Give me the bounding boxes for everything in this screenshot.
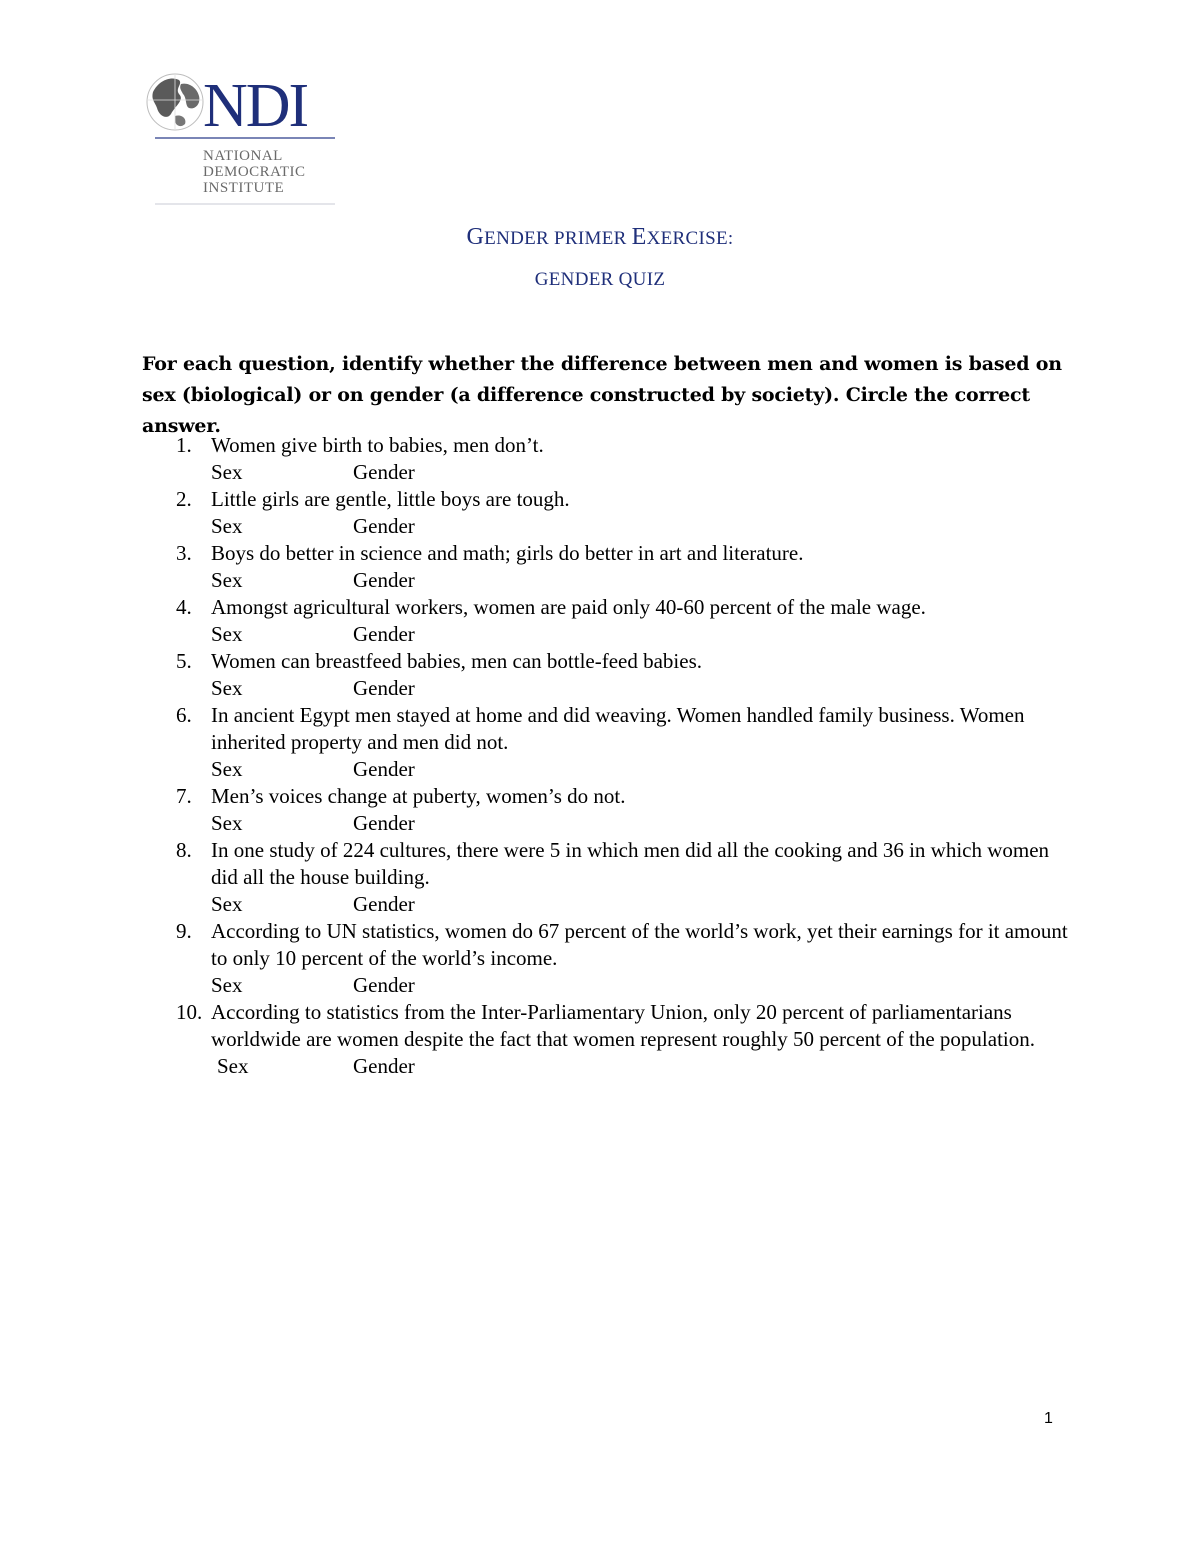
question-text: Women give birth to babies, men don’t. [211, 433, 544, 457]
question-text: Men’s voices change at puberty, women’s do not. [211, 784, 626, 808]
answer-gender[interactable]: Gender [353, 973, 415, 997]
answer-gender[interactable]: Gender [353, 622, 415, 646]
answer-gender[interactable]: Gender [353, 1054, 415, 1078]
answer-options [211, 891, 1072, 918]
logo-acronym: NDI [203, 72, 308, 140]
question-number: 2. [176, 487, 192, 511]
question-text: Little girls are gentle, little boys are tough. [211, 487, 570, 511]
answer-gender[interactable]: Gender [353, 460, 415, 484]
answer-gender[interactable]: Gender [353, 676, 415, 700]
title-initial-a: G [466, 224, 485, 250]
answer-options [211, 513, 1072, 540]
question-number: 6. [176, 703, 192, 727]
question-number: 8. [176, 838, 192, 862]
answer-options [211, 621, 1072, 648]
answer-options [211, 756, 1072, 783]
answer-sex[interactable]: Sex [211, 892, 243, 916]
ndi-logo [145, 70, 345, 210]
quiz-item [142, 999, 1072, 1080]
answer-sex[interactable]: Sex [211, 973, 243, 997]
quiz-item [142, 702, 1072, 783]
answer-sex[interactable]: Sex [211, 460, 243, 484]
question-number: 1. [176, 433, 192, 457]
question-text: According to UN statistics, women do 67 percent of the world’s work, yet their earnings for it amount to only 10 percent of the world’s income. [211, 919, 1068, 970]
globe-icon [147, 74, 203, 130]
question-text: In one study of 224 cultures, there were 5 in which men did all the cooking and 36 in which women did all the house building. [211, 838, 1050, 889]
answer-sex[interactable]: Sex [211, 622, 243, 646]
answer-options [211, 1053, 1072, 1080]
answer-sex[interactable]: Sex [211, 811, 243, 835]
quiz-item [142, 783, 1072, 837]
question-number: 5. [176, 649, 192, 673]
question-text: Women can breastfeed babies, men can bottle-feed babies. [211, 649, 703, 673]
quiz-item [142, 918, 1072, 999]
answer-options [211, 972, 1072, 999]
answer-sex[interactable]: Sex [211, 514, 243, 538]
title-initial-b: E [631, 224, 647, 250]
answer-options [211, 675, 1072, 702]
quiz-item [142, 648, 1072, 702]
quiz-item [142, 540, 1072, 594]
question-text: Boys do better in science and math; girls do better in art and literature. [211, 541, 804, 565]
answer-sex[interactable]: Sex [217, 1054, 249, 1078]
answer-options [211, 459, 1072, 486]
answer-gender[interactable]: Gender [353, 514, 415, 538]
ndi-logo-graphic [145, 70, 345, 210]
logo-line-institute: INSTITUTE [203, 180, 285, 196]
answer-gender[interactable]: Gender [353, 892, 415, 916]
answer-gender[interactable]: Gender [353, 811, 415, 835]
page-number: 1 [1044, 1410, 1053, 1427]
question-number: 4. [176, 595, 192, 619]
instructions: For each question, identify whether the difference between men and women is based on sex (biological) or on gender (a difference constructed by society). Circle the correct answer. [142, 353, 1062, 437]
title-rest-b: XERCISE: [646, 228, 734, 249]
question-text: In ancient Egypt men stayed at home and did weaving. Women handled family business. Women inherited property and men did not. [211, 703, 1025, 754]
answer-options [211, 810, 1072, 837]
quiz-list [142, 432, 1072, 1080]
quiz-item [142, 837, 1072, 918]
question-text: According to statistics from the Inter-Parliamentary Union, only 20 percent of parliamentarians worldwide are women despite the fact that women represent roughly 50 percent of the population. [211, 1000, 1035, 1051]
answer-sex[interactable]: Sex [211, 676, 243, 700]
page-title [0, 222, 1200, 254]
answer-gender[interactable]: Gender [353, 568, 415, 592]
answer-options [211, 567, 1072, 594]
answer-sex[interactable]: Sex [211, 568, 243, 592]
answer-sex[interactable]: Sex [211, 757, 243, 781]
page-subtitle: GENDER QUIZ [534, 269, 666, 290]
quiz-item [142, 432, 1072, 486]
question-number: 9. [176, 919, 192, 943]
logo-line-democratic: DEMOCRATIC [203, 164, 306, 180]
logo-line-national: NATIONAL [203, 148, 283, 164]
title-rest-a: ENDER PRIMER [484, 228, 632, 249]
question-text: Amongst agricultural workers, women are paid only 40-60 percent of the male wage. [211, 595, 926, 619]
quiz-item [142, 594, 1072, 648]
question-number: 10. [176, 1000, 203, 1024]
quiz-item [142, 486, 1072, 540]
question-number: 3. [176, 541, 192, 565]
question-number: 7. [176, 784, 192, 808]
answer-gender[interactable]: Gender [353, 757, 415, 781]
